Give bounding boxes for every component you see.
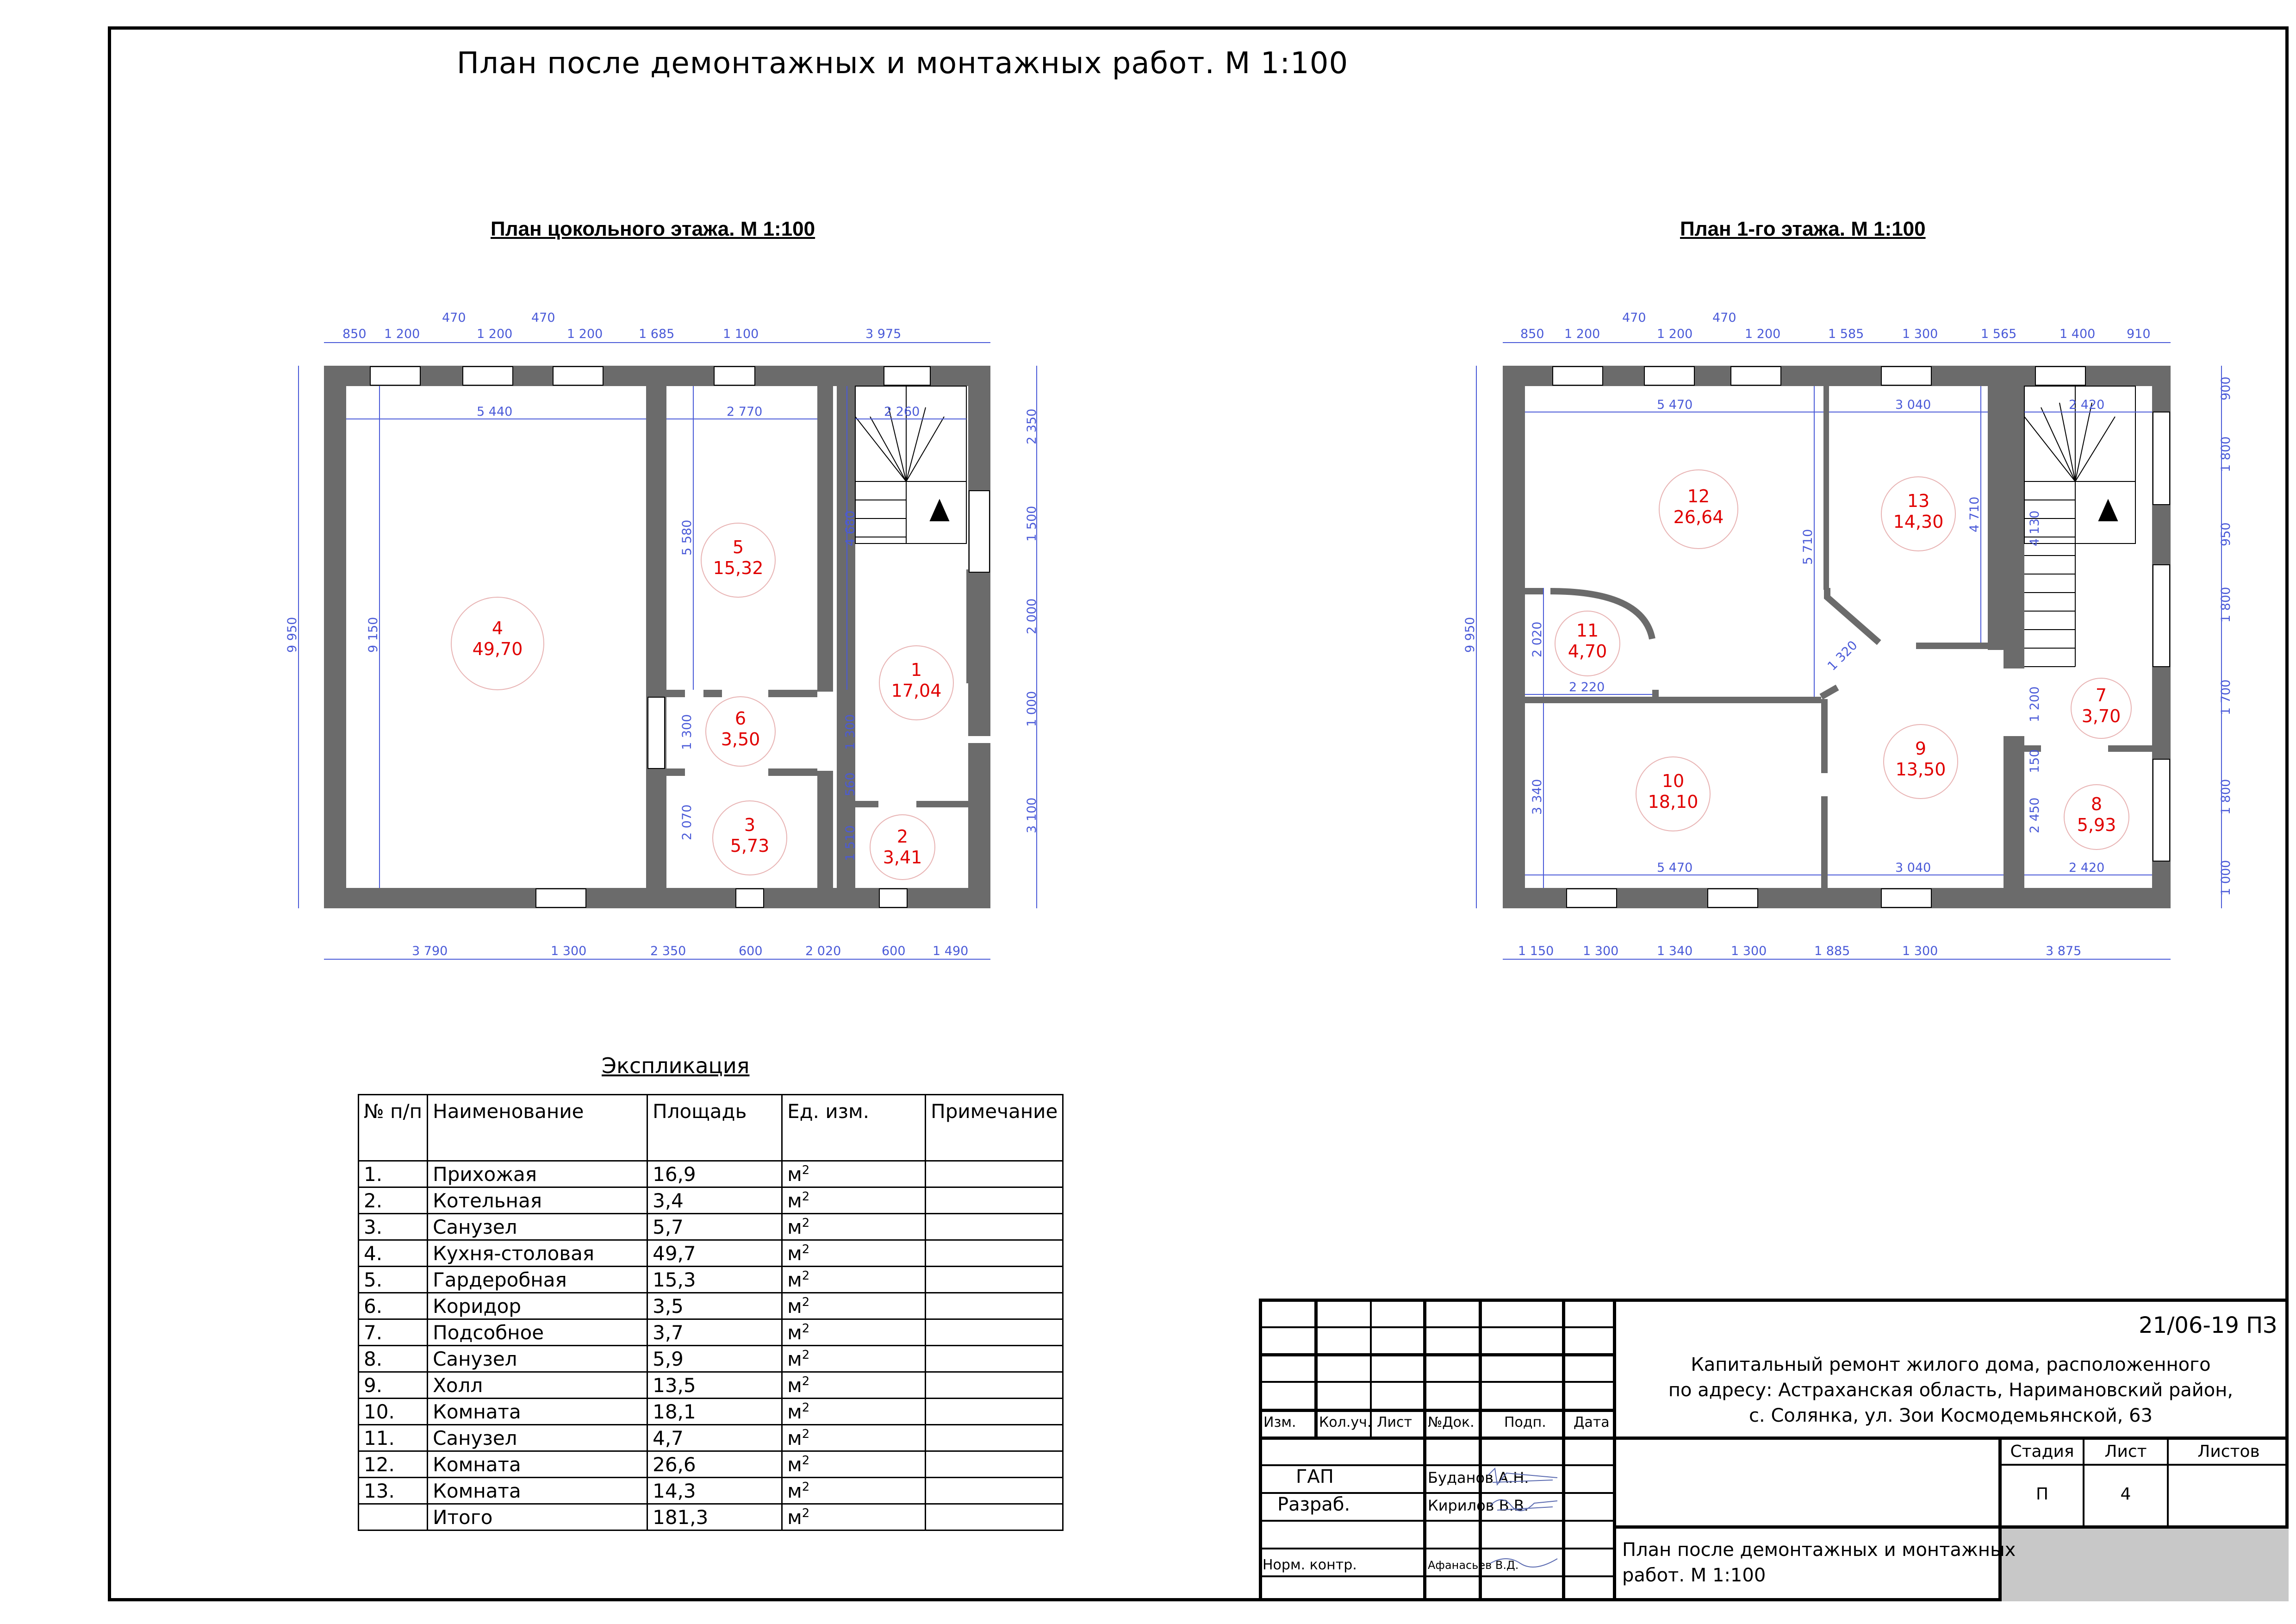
row-number: 13. — [359, 1478, 428, 1504]
room-area-value: 181,3 — [647, 1504, 782, 1530]
room-name: Подсобное — [428, 1319, 647, 1346]
dim-top: 3 975 — [865, 327, 902, 341]
dim-internal: 1 300 — [843, 714, 858, 750]
table-row — [359, 1504, 1063, 1530]
unit-text: м — [787, 1162, 802, 1186]
unit-cell — [782, 1399, 926, 1425]
room-name: Кухня-столовая — [428, 1240, 647, 1267]
dim-bottom: 2 350 — [650, 944, 686, 958]
room-area-value: 5,9 — [647, 1346, 782, 1372]
note-cell — [926, 1478, 1063, 1504]
project-line-1: Капитальный ремонт жилого дома, расположенного — [1691, 1354, 2211, 1375]
unit-text: м — [787, 1294, 802, 1318]
explication-table — [358, 1094, 1064, 1531]
unit-text: м — [787, 1479, 802, 1502]
name-gap: Буданов А.Н. — [1428, 1469, 1529, 1487]
row-number: 6. — [359, 1293, 428, 1319]
note-cell — [926, 1504, 1063, 1530]
dim-internal: 2 420 — [2069, 398, 2105, 412]
table-row — [359, 1372, 1063, 1399]
table-row — [359, 1451, 1063, 1478]
role-developer: Разраб. — [1277, 1494, 1350, 1515]
header-area: Площадь — [647, 1095, 782, 1161]
first-floor-plan-title: План 1-го этажа. М 1:100 — [1680, 218, 1926, 240]
title-block — [1259, 1299, 2289, 1601]
row-number: 8. — [359, 1346, 428, 1372]
unit-superscript: 2 — [802, 1427, 810, 1441]
room-name: Холл — [428, 1372, 647, 1399]
dim-overall-left: 9 950 — [1463, 617, 1477, 653]
table-row — [359, 1346, 1063, 1372]
room-1-area: 17,04 — [891, 681, 942, 701]
header-name: Наименование — [428, 1095, 647, 1161]
dim-internal: 2 020 — [1530, 621, 1544, 657]
drawing-name-line-1: План после демонтажных и монтажных — [1622, 1539, 2016, 1561]
unit-superscript: 2 — [802, 1321, 810, 1336]
dim-internal: 2 770 — [727, 405, 763, 419]
table-row — [359, 1214, 1063, 1240]
dim-top: 1 200 — [477, 327, 513, 341]
dim-top: 1 200 — [1657, 327, 1693, 341]
table-header-row — [359, 1095, 1063, 1161]
room-2-area: 3,41 — [883, 847, 922, 868]
room-area-value: 49,7 — [647, 1240, 782, 1267]
unit-cell — [782, 1319, 926, 1346]
room-name: Комната — [428, 1451, 647, 1478]
unit-superscript: 2 — [802, 1506, 810, 1520]
room-11-area: 4,70 — [1568, 641, 1607, 662]
room-4-id: 4 — [492, 618, 504, 638]
dim-bottom: 2 020 — [805, 944, 841, 958]
sheet-label: Лист — [2104, 1442, 2147, 1461]
basement-plan-title: План цокольного этажа. М 1:100 — [491, 218, 815, 240]
col-header-izm: Изм. — [1263, 1414, 1296, 1430]
dim-internal: 4 680 — [843, 510, 858, 546]
role-gap: ГАП — [1296, 1466, 1334, 1487]
room-8-area: 5,93 — [2077, 815, 2116, 835]
unit-cell — [782, 1451, 926, 1478]
dim-top: 1 200 — [1745, 327, 1781, 341]
room-7-id: 7 — [2095, 685, 2107, 706]
col-header-date: Дата — [1574, 1414, 1610, 1430]
unit-text: м — [787, 1505, 802, 1529]
unit-superscript: 2 — [802, 1348, 810, 1362]
room-area-value: 15,3 — [647, 1267, 782, 1293]
dim-internal: 2 070 — [680, 804, 694, 840]
table-row — [359, 1425, 1063, 1451]
dim-internal: 5 580 — [680, 519, 694, 556]
dim-bottom: 3 875 — [2046, 944, 2082, 958]
note-cell — [926, 1346, 1063, 1372]
unit-superscript: 2 — [802, 1242, 810, 1256]
room-1-id: 1 — [910, 660, 922, 680]
room-area-value: 3,5 — [647, 1293, 782, 1319]
row-number: 7. — [359, 1319, 428, 1346]
dim-top: 1 565 — [1981, 327, 2017, 341]
dim-top: 1 200 — [384, 327, 420, 341]
room-12-area: 26,64 — [1673, 507, 1724, 527]
room-3-area: 5,73 — [730, 836, 770, 856]
room-area-value: 13,5 — [647, 1372, 782, 1399]
dim-internal: 1 200 — [2028, 686, 2042, 722]
note-cell — [926, 1293, 1063, 1319]
note-cell — [926, 1187, 1063, 1214]
room-9-area: 13,50 — [1895, 759, 1946, 780]
table-row — [359, 1293, 1063, 1319]
explication-body — [359, 1161, 1063, 1530]
unit-text: м — [787, 1242, 802, 1265]
dim-top: 1 200 — [567, 327, 603, 341]
room-name: Гардеробная — [428, 1267, 647, 1293]
unit-cell — [782, 1293, 926, 1319]
dim-right: 1 800 — [2219, 587, 2233, 623]
unit-text: м — [787, 1189, 802, 1212]
dim-right: 3 100 — [1025, 797, 1039, 833]
row-number: 2. — [359, 1187, 428, 1214]
room-2-id: 2 — [896, 826, 908, 847]
room-3-id: 3 — [744, 815, 756, 835]
name-developer: Кирилов В.В. — [1428, 1497, 1529, 1514]
room-name: Комната — [428, 1399, 647, 1425]
sheet-title: План после демонтажных и монтажных работ. М 1:100 — [456, 46, 1349, 81]
header-number: № п/п — [359, 1095, 428, 1161]
dim-bottom: 1 300 — [551, 944, 587, 958]
row-number: 12. — [359, 1451, 428, 1478]
room-area-value: 5,7 — [647, 1214, 782, 1240]
unit-cell — [782, 1240, 926, 1267]
row-number — [359, 1504, 428, 1530]
dim-bottom: 1 490 — [933, 944, 969, 958]
unit-text: м — [787, 1268, 802, 1291]
dim-internal: 3 340 — [1530, 779, 1544, 815]
dim-top: 470 — [1622, 311, 1646, 325]
dim-internal: 2 260 — [884, 405, 920, 419]
dim-right: 1 500 — [1025, 506, 1039, 542]
dim-internal: 5 440 — [477, 405, 513, 419]
room-8-id: 8 — [2091, 794, 2103, 814]
room-6-id: 6 — [734, 708, 747, 729]
dim-internal: 2 450 — [2028, 797, 2042, 833]
dim-bottom: 1 300 — [1902, 944, 1938, 958]
note-cell — [926, 1425, 1063, 1451]
dim-right: 1 000 — [1025, 691, 1039, 727]
dim-top: 910 — [2127, 327, 2151, 341]
dim-top: 470 — [1712, 311, 1736, 325]
room-name: Итого — [428, 1504, 647, 1530]
unit-cell — [782, 1267, 926, 1293]
room-area-value: 16,9 — [647, 1161, 782, 1187]
dim-internal: 560 — [843, 772, 858, 796]
note-cell — [926, 1399, 1063, 1425]
dim-right: 1 000 — [2219, 860, 2233, 896]
project-line-3: с. Солянка, ул. Зои Космодемьянской, 63 — [1749, 1405, 2153, 1426]
dim-internal: 4 710 — [1967, 496, 1982, 532]
room-name: Санузел — [428, 1214, 647, 1240]
dim-right: 1 800 — [2219, 436, 2233, 472]
unit-text: м — [787, 1347, 802, 1370]
table-row — [359, 1267, 1063, 1293]
note-cell — [926, 1214, 1063, 1240]
dim-internal: 3 040 — [1895, 398, 1931, 412]
room-area-value: 3,4 — [647, 1187, 782, 1214]
stage-label: Стадия — [2010, 1442, 2074, 1461]
signatures — [1483, 1466, 1562, 1577]
note-cell — [926, 1372, 1063, 1399]
dim-top: 1 400 — [2060, 327, 2096, 341]
room-name: Котельная — [428, 1187, 647, 1214]
unit-cell — [782, 1478, 926, 1504]
row-number: 11. — [359, 1425, 428, 1451]
dim-bottom: 3 790 — [412, 944, 448, 958]
col-header-sign: Подп. — [1504, 1414, 1546, 1430]
dim-bottom: 1 150 — [1518, 944, 1554, 958]
dim-right: 900 — [2219, 376, 2233, 400]
name-norm-control: Афанасьев В.Д. — [1428, 1559, 1519, 1572]
unit-cell — [782, 1214, 926, 1240]
dim-internal: 150 — [2028, 749, 2042, 773]
unit-superscript: 2 — [802, 1163, 810, 1177]
room-13-id: 13 — [1907, 491, 1930, 511]
dim-right: 1 700 — [2219, 679, 2233, 715]
room-name: Прихожая — [428, 1161, 647, 1187]
row-number: 3. — [359, 1214, 428, 1240]
sheets-label: Листов — [2197, 1442, 2260, 1461]
dim-internal: 2 220 — [1569, 680, 1605, 694]
dim-top: 850 — [1520, 327, 1544, 341]
table-row — [359, 1187, 1063, 1214]
room-13-area: 14,30 — [1893, 512, 1944, 532]
dim-bottom: 1 300 — [1583, 944, 1619, 958]
room-5-id: 5 — [732, 537, 744, 557]
unit-cell — [782, 1346, 926, 1372]
title-block-grey-area — [2002, 1529, 2289, 1601]
role-norm-control: Норм. контр. — [1263, 1557, 1357, 1573]
note-cell — [926, 1161, 1063, 1187]
table-row — [359, 1478, 1063, 1504]
unit-superscript: 2 — [802, 1268, 810, 1283]
unit-cell — [782, 1504, 926, 1530]
sheet-value: 4 — [2120, 1485, 2131, 1504]
unit-superscript: 2 — [802, 1374, 810, 1388]
header-note: Примечание — [926, 1095, 1063, 1161]
room-5-area: 15,32 — [713, 558, 764, 578]
stage-value: П — [2035, 1485, 2049, 1504]
room-6-area: 3,50 — [721, 729, 760, 750]
row-number: 1. — [359, 1161, 428, 1187]
row-number: 9. — [359, 1372, 428, 1399]
table-row — [359, 1319, 1063, 1346]
unit-superscript: 2 — [802, 1216, 810, 1230]
row-number: 4. — [359, 1240, 428, 1267]
unit-cell — [782, 1187, 926, 1214]
col-header-doc: №Док. — [1428, 1414, 1475, 1430]
col-header-list: Лист — [1377, 1414, 1412, 1430]
dim-internal: 1 300 — [680, 714, 694, 750]
dim-top: 470 — [531, 311, 555, 325]
dim-internal: 5 710 — [1801, 529, 1815, 565]
note-cell — [926, 1267, 1063, 1293]
unit-superscript: 2 — [802, 1189, 810, 1204]
room-name: Санузел — [428, 1425, 647, 1451]
room-11-id: 11 — [1576, 620, 1599, 641]
dim-top: 1 100 — [723, 327, 759, 341]
dim-bottom: 600 — [882, 944, 906, 958]
dim-bottom: 1 300 — [1731, 944, 1767, 958]
unit-text: м — [787, 1453, 802, 1476]
first-floor-walls — [1503, 366, 2171, 908]
row-number: 5. — [359, 1267, 428, 1293]
dim-top: 470 — [442, 311, 466, 325]
unit-superscript: 2 — [802, 1400, 810, 1415]
unit-superscript: 2 — [802, 1295, 810, 1309]
table-row — [359, 1161, 1063, 1187]
dim-top: 1 585 — [1828, 327, 1864, 341]
dim-internal: 9 150 — [366, 617, 380, 653]
dim-internal: 2 420 — [2069, 861, 2105, 875]
note-cell — [926, 1451, 1063, 1478]
doc-code: 21/06-19 ПЗ — [2139, 1312, 2277, 1338]
room-name: Санузел — [428, 1346, 647, 1372]
dim-internal: 5 470 — [1657, 398, 1693, 412]
dim-bottom: 1 340 — [1657, 944, 1693, 958]
dim-top: 1 200 — [1564, 327, 1600, 341]
unit-text: м — [787, 1426, 802, 1449]
dim-internal: 4 130 — [2028, 510, 2042, 546]
dim-top: 1 300 — [1902, 327, 1938, 341]
unit-superscript: 2 — [802, 1480, 810, 1494]
unit-cell — [782, 1425, 926, 1451]
explication-title: Экспликация — [602, 1053, 750, 1078]
dim-internal: 3 040 — [1895, 861, 1931, 875]
dim-internal: 5 470 — [1657, 861, 1693, 875]
drawing-name-line-2: работ. М 1:100 — [1622, 1565, 1766, 1586]
room-area-value: 3,7 — [647, 1319, 782, 1346]
dim-internal: 1 510 — [843, 825, 858, 861]
unit-cell — [782, 1372, 926, 1399]
note-cell — [926, 1319, 1063, 1346]
col-header-kol: Кол.уч. — [1319, 1414, 1372, 1430]
dim-bottom: 600 — [739, 944, 763, 958]
unit-superscript: 2 — [802, 1453, 810, 1468]
room-10-id: 10 — [1661, 771, 1685, 791]
room-name: Коридор — [428, 1293, 647, 1319]
unit-cell — [782, 1161, 926, 1187]
dim-right: 2 000 — [1025, 598, 1039, 634]
dim-bottom: 1 885 — [1814, 944, 1850, 958]
room-12-id: 12 — [1687, 486, 1710, 506]
dim-top: 1 685 — [639, 327, 675, 341]
room-area-value: 4,7 — [647, 1425, 782, 1451]
unit-text: м — [787, 1400, 802, 1423]
room-9-id: 9 — [1915, 738, 1927, 759]
room-10-area: 18,10 — [1648, 792, 1699, 812]
header-unit: Ед. изм. — [782, 1095, 926, 1161]
dim-internal: 1 320 — [1825, 638, 1860, 674]
dim-right: 1 800 — [2219, 779, 2233, 815]
room-4-area: 49,70 — [472, 639, 523, 659]
table-row — [359, 1399, 1063, 1425]
room-area-value: 18,1 — [647, 1399, 782, 1425]
room-area-value: 14,3 — [647, 1478, 782, 1504]
row-number: 10. — [359, 1399, 428, 1425]
unit-text: м — [787, 1215, 802, 1238]
dim-overall-left: 9 950 — [285, 617, 299, 653]
dim-right: 950 — [2219, 522, 2233, 546]
note-cell — [926, 1240, 1063, 1267]
unit-text: м — [787, 1321, 802, 1344]
room-7-area: 3,70 — [2081, 706, 2121, 726]
table-row — [359, 1240, 1063, 1267]
dim-right: 2 350 — [1025, 408, 1039, 444]
unit-text: м — [787, 1374, 802, 1397]
room-name: Комната — [428, 1478, 647, 1504]
project-line-2: по адресу: Астраханская область, Наримановский район, — [1668, 1380, 2234, 1401]
room-area-value: 26,6 — [647, 1451, 782, 1478]
dim-top: 850 — [342, 327, 367, 341]
